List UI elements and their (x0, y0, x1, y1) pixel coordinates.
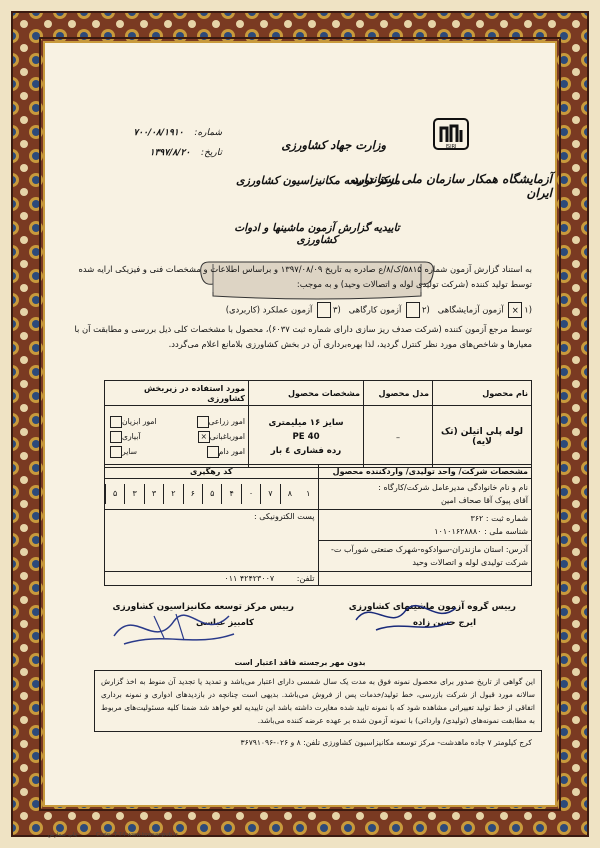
workshop-test-checkbox[interactable] (406, 302, 420, 318)
owner-value: آقای پیوک آقا صحاف امین (440, 496, 528, 505)
owner-cell (318, 479, 532, 510)
intro-paragraph: به استناد گزارش آزمون شماره ۵۸۱۵/ک/۸/ع صادره به تاریخ ۱۳۹۷/۰۸/۰۹ و براساس اطلاعات و مشخصات فنی و فیزیکی ارایه شده توسط تولید کننده (شرکت تولیدی لوله و اتصالات وحید) و به موجب: (78, 264, 532, 289)
right-signature-title: رییس گروه آزمون ماشینهای کشاورزی (348, 602, 516, 612)
product-model-cell: – (364, 406, 433, 468)
usage-irrigation-checkbox[interactable] (110, 431, 122, 443)
email-label: پست الکترونیکی : (254, 512, 315, 521)
tracking-digit: ۶ (183, 484, 202, 504)
date-value: ۱۳۹۷/۸/۲۰ (149, 148, 191, 158)
validity-notice-box: این گواهی از تاریخ صدور برای محصول نمونه فوق به مدت یک سال شمسی دارای اعتبار می‌باشد و تمدید یا تجدید آن منوط به اخذ گزارش سالانه مورد قبول از شرکت بازرسی، خط تولید/خدمات پس از فروش می‌باشد. بدیهی است چنانچه در بازدیدهای ادواری و نمونه برداری اتفاقی از خط تولید تغییراتی مشاهده شود که با نمونه تایید شده مغایرت داشته باشد این تاییدیه لغو خواهد شد ضمنا کلیه مسئولیت‌های مربوط به مطابقت نمونه‌های (تولیدی/ وارداتی) با نمونه آزمون شده بر عهده عرضه کننده می‌باشد. (94, 670, 542, 732)
address-label: آدرس: (505, 545, 528, 554)
test-options-row: (۱× آزمون آزمایشگاهی (۲ آزمون کارگاهی (۳ آزمون عملکرد (کاربردی) (164, 302, 532, 318)
date-label: تاریخ: (201, 148, 222, 158)
standard-logo-icon (433, 118, 469, 150)
certificate-content (46, 44, 554, 804)
product-usage-cell (105, 406, 249, 468)
tracking-digit: ۱ (306, 489, 311, 498)
usage-horticulture-checkbox[interactable]: × (198, 431, 210, 443)
isiri-logo (433, 118, 469, 150)
tracking-digit: ۳ (144, 484, 163, 504)
date-row (92, 148, 222, 158)
national-id-value: ۱۰۱۰۱۶۲۸۸۸۰ (434, 527, 482, 536)
tracking-digit: ۲ (163, 484, 182, 504)
usage-row-2 (108, 429, 245, 444)
company-heading: مشخصات شرکت/ واحد تولیدی/ واردکننده محصول (318, 465, 532, 479)
left-signature-name: کامبیز عباسی (195, 618, 254, 628)
phone-cell (105, 572, 319, 586)
usage-horticulture-label: امورباغبانی (209, 432, 245, 441)
center-title: مرکز توسعه مکانیزاسیون کشاورزی (236, 174, 400, 187)
tracking-code-label: کد رهگیری (105, 465, 319, 479)
spec-material: PE 40 (292, 431, 320, 442)
footer-address: کرج کیلومتر ۷ جاده ماهدشت- مرکز توسعه مکانیزاسیون کشاورزی تلفن: ۸ و ۰۲۶-۳۶۷۹۱۰۹۶ (240, 738, 532, 747)
phone-value: ۰۱۱ ۴۲۴۲۳۰۰۷ (224, 574, 275, 583)
tracking-digit: ۸ (280, 484, 299, 504)
number-row (92, 128, 222, 138)
header-product-model: مدل محصول (364, 381, 433, 406)
ministry-title: وزارت جهاد کشاورزی (281, 138, 386, 152)
usage-other-label: سایر (122, 447, 137, 456)
tracking-digit: ۴ (221, 484, 240, 504)
tracking-digit: ۳ (124, 484, 143, 504)
usage-other-checkbox[interactable] (110, 446, 122, 458)
print-code: Code: T-74 www.towsanpub.ir (96, 832, 178, 838)
verification-paragraph: توسط مرجع آزمون کننده (شرکت صدف ریز سازی دارای شماره ثبت ۶۰۳۷)، محصول با مشخصات کلی ذیل بررسی و مطابقت آن با معیارها و شاخص‌های مورد نظر کنترل گردید، لذا بهره‌برداری آن در بخش کشاورزی بلامانع اعلام می‌گردد. (74, 324, 532, 349)
usage-livestock-label: امور دام (218, 447, 245, 456)
number-label: شماره: (194, 128, 222, 138)
usage-agronomy-checkbox[interactable] (197, 416, 209, 428)
usage-aquaculture-label: امور ابزیان (122, 417, 157, 426)
header-product-usage: مورد استفاده در زیربخش کشاورزی (105, 381, 249, 406)
company-table (104, 464, 532, 586)
usage-irrigation-label: آبیاری (122, 432, 141, 441)
product-specs-cell (249, 406, 364, 468)
right-signature-scribble (346, 590, 466, 640)
tracking-code-digits (105, 484, 318, 504)
product-table (104, 380, 532, 468)
usage-livestock-checkbox[interactable] (207, 446, 219, 458)
registration-cell (318, 510, 532, 541)
header-product-name: نام محصول (433, 381, 532, 406)
svg-text:ISIRI: ISIRI (445, 144, 457, 150)
tracking-digit: ۷ (260, 484, 279, 504)
owner-label: نام و نام خانوادگی مدیرعامل شرکت/کارگاه : (378, 483, 528, 492)
usage-agronomy-label: امور زراعی (208, 417, 245, 426)
email-cell (105, 510, 319, 572)
usage-aquaculture-checkbox[interactable] (110, 416, 122, 428)
workshop-test-label: آزمون کارگاهی (348, 304, 402, 315)
spec-pressure: رده فشاری ٤ بار (270, 445, 342, 456)
phone-label: تلفن: (296, 574, 315, 583)
lab-test-checkbox[interactable]: × (508, 302, 522, 318)
right-signature-name: ایرج حسن زاده (412, 618, 476, 628)
stamp-note: بدون مهر برجسته فاقد اعتبار است (234, 658, 366, 667)
address-value: استان مازندران-سوادکوه-شهرک صنعتی شورآب ت- شرکت تولیدی لوله و اتصالات وحید (331, 545, 528, 567)
header-product-specs: مشخصات محصول (249, 381, 364, 406)
usage-row-1 (108, 414, 245, 429)
usage-row-3 (108, 444, 245, 459)
print-label: چاپ سفارش (47, 832, 78, 838)
number-value: ۷۰۰/۰۸/۱۹۱۰ (133, 128, 184, 138)
left-signature-scribble (104, 596, 244, 656)
lab-test-label: آزمون آزمایشگاهی (437, 304, 504, 315)
performance-test-label: آزمون عملکرد (کاربردی) (225, 304, 313, 315)
product-name-cell: لوله پلی اتیلن (تک لایه) (433, 406, 532, 468)
address-cell (318, 541, 532, 572)
reg-label: شماره ثبت : (485, 514, 528, 523)
reg-value: ۳۶۲ (470, 514, 484, 523)
left-signature-title: رییس مرکز توسعه مکانیزاسیون کشاورزی (112, 602, 294, 612)
national-id-label: شناسه ملی : (484, 527, 528, 536)
spec-size: سایز ۱۶ میلیمتری (268, 417, 344, 428)
tracking-digit: ۵ (202, 484, 221, 504)
phone-spacer (318, 572, 532, 586)
tracking-code-cell (105, 479, 319, 510)
tracking-digit: ۰ (241, 484, 260, 504)
tracking-digit: ۵ (105, 484, 124, 504)
banner-title: تاییدیه گزارش آزمون ماشینها و ادوات کشاورزی (234, 222, 400, 246)
lab-title: آزمایشگاه همکار سازمان ملی استاندارد ایران (352, 172, 552, 200)
performance-test-checkbox[interactable] (317, 302, 331, 318)
